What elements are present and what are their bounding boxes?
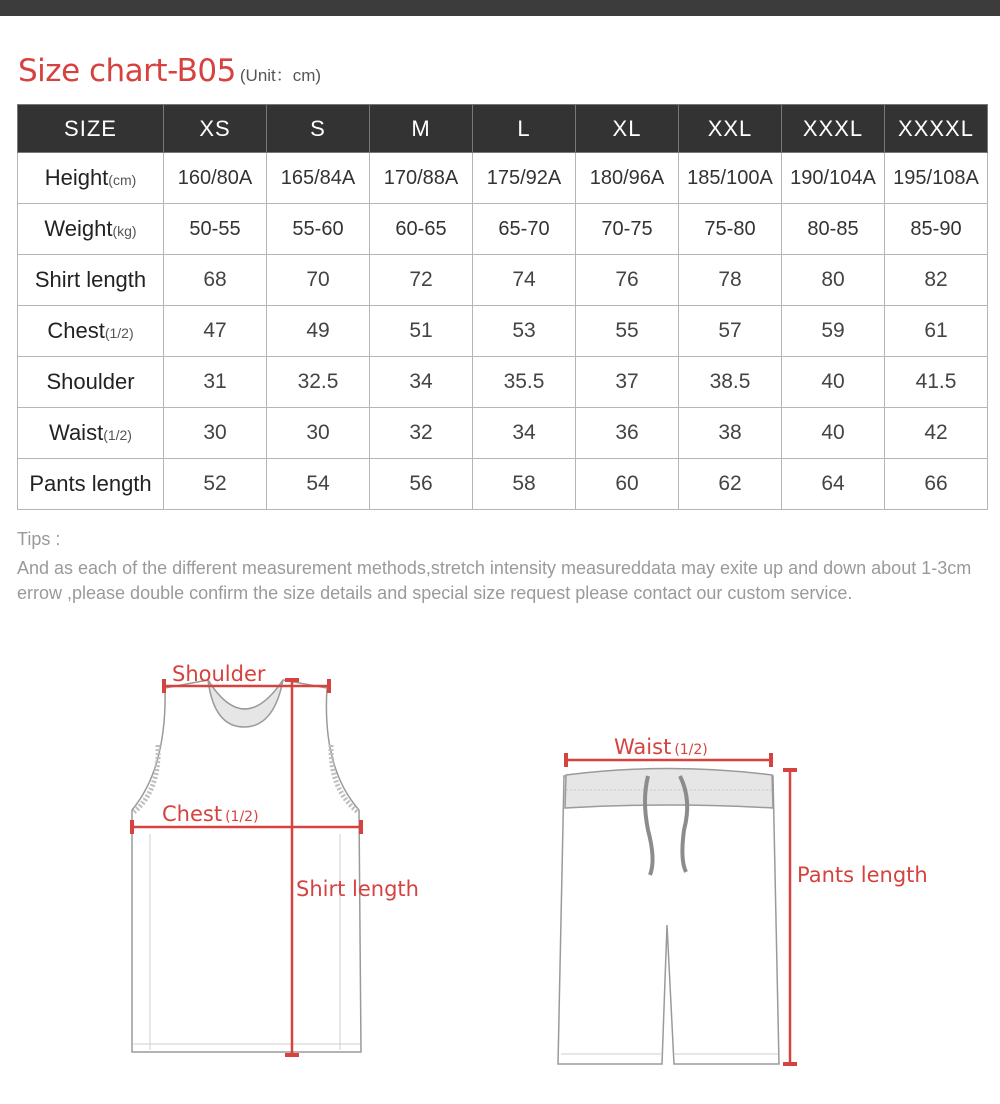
table-cell: 195/108A (885, 153, 988, 204)
table-cell: 38 (679, 408, 782, 459)
table-cell: 82 (885, 255, 988, 306)
table-row (18, 408, 988, 459)
table-cell: 180/96A (576, 153, 679, 204)
table-cell: 61 (885, 306, 988, 357)
table-cell: 52 (164, 459, 267, 510)
table-cell: 35.5 (473, 357, 576, 408)
table-cell: 85-90 (885, 204, 988, 255)
table-cell: 36 (576, 408, 679, 459)
table-cell: 31 (164, 357, 267, 408)
table-cell: 40 (782, 357, 885, 408)
table-cell: 30 (267, 408, 370, 459)
pants-length-label: Pants length (797, 863, 928, 887)
header-size-xxl: XXL (679, 105, 782, 153)
tips-label: Tips : (17, 529, 61, 549)
row-label-text: Chest (47, 318, 105, 343)
table-cell: 190/104A (782, 153, 885, 204)
header-row (18, 105, 988, 153)
table-cell: 51 (370, 306, 473, 357)
table-cell: 65-70 (473, 204, 576, 255)
table-row (18, 204, 988, 255)
table-cell: 54 (267, 459, 370, 510)
table-cell: 38.5 (679, 357, 782, 408)
table-cell: 60 (576, 459, 679, 510)
table-cell: 62 (679, 459, 782, 510)
row-label-text: Weight (44, 216, 113, 241)
title-unit: (Unit：cm) (239, 66, 322, 85)
title-main: Size chart-B05 (18, 53, 236, 89)
jersey-illustration (132, 680, 361, 1052)
table-cell: 34 (370, 357, 473, 408)
header-size-xxxl: XXXL (782, 105, 885, 153)
table-cell: 68 (164, 255, 267, 306)
header-size-s: S (267, 105, 370, 153)
chest-label-text: Chest (162, 802, 223, 826)
header-size-xl: XL (576, 105, 679, 153)
table-cell: 185/100A (679, 153, 782, 204)
tips-text: And as each of the different measurement methods,stretch intensity measureddata may exite up and down about 1-3cm errow ,please double confirm the size details and special size request please contact our custom service. (17, 558, 972, 603)
row-label (18, 255, 164, 306)
row-label-text: Waist (49, 420, 104, 445)
table-cell: 32.5 (267, 357, 370, 408)
top-bar (0, 0, 1000, 16)
row-label-text: Pants length (29, 471, 152, 496)
waist-label-text: Waist (614, 735, 672, 759)
header-size-xxxxl: XXXXL (885, 105, 988, 153)
row-label (18, 204, 164, 255)
table-cell: 78 (679, 255, 782, 306)
measurement-diagram (0, 640, 1000, 1104)
table-cell: 55-60 (267, 204, 370, 255)
row-label (18, 408, 164, 459)
size-table-body (18, 153, 988, 510)
size-table-header (18, 105, 988, 153)
table-cell: 80 (782, 255, 885, 306)
tips (17, 527, 977, 606)
header-size-l: L (473, 105, 576, 153)
table-cell: 60-65 (370, 204, 473, 255)
waist-label-sub: (1/2) (674, 742, 708, 758)
table-cell: 74 (473, 255, 576, 306)
row-label (18, 153, 164, 204)
table-cell: 59 (782, 306, 885, 357)
header-size-xs: XS (164, 105, 267, 153)
row-label-text: Shirt length (34, 267, 147, 292)
table-cell: 75-80 (679, 204, 782, 255)
table-row (18, 459, 988, 510)
shirt-length-label: Shirt length (296, 877, 419, 901)
table-row (18, 153, 988, 204)
table-cell: 49 (267, 306, 370, 357)
header-size-m: M (370, 105, 473, 153)
row-label-text: Shoulder (46, 369, 135, 394)
table-cell: 55 (576, 306, 679, 357)
table-cell: 70-75 (576, 204, 679, 255)
table-cell: 37 (576, 357, 679, 408)
row-label (18, 306, 164, 357)
chest-label-sub: (1/2) (225, 809, 259, 825)
row-label (18, 459, 164, 510)
table-cell: 170/88A (370, 153, 473, 204)
table-cell: 57 (679, 306, 782, 357)
table-cell: 47 (164, 306, 267, 357)
table-cell: 42 (885, 408, 988, 459)
table-cell: 30 (164, 408, 267, 459)
table-cell: 70 (267, 255, 370, 306)
table-cell: 66 (885, 459, 988, 510)
waist-label (614, 735, 708, 759)
table-cell: 72 (370, 255, 473, 306)
shorts-illustration (558, 769, 779, 1065)
table-cell: 165/84A (267, 153, 370, 204)
table-cell: 50-55 (164, 204, 267, 255)
table-cell: 58 (473, 459, 576, 510)
row-label-unit: (1/2) (104, 325, 134, 341)
table-cell: 64 (782, 459, 885, 510)
table-row (18, 357, 988, 408)
table-cell: 76 (576, 255, 679, 306)
table-cell: 32 (370, 408, 473, 459)
table-cell: 41.5 (885, 357, 988, 408)
table-row (18, 255, 988, 306)
header-size: SIZE (18, 105, 164, 153)
table-cell: 40 (782, 408, 885, 459)
shoulder-label: Shoulder (172, 662, 266, 686)
table-cell: 175/92A (473, 153, 576, 204)
table-cell: 56 (370, 459, 473, 510)
table-cell: 80-85 (782, 204, 885, 255)
page-title (18, 52, 321, 89)
row-label-unit: (kg) (112, 223, 137, 239)
table-cell: 160/80A (164, 153, 267, 204)
row-label (18, 357, 164, 408)
table-cell: 53 (473, 306, 576, 357)
table-cell: 34 (473, 408, 576, 459)
row-label-unit: (1/2) (103, 427, 132, 443)
table-row (18, 306, 988, 357)
row-label-text: Height (44, 165, 109, 190)
row-label-unit: (cm) (108, 172, 137, 188)
size-table (17, 104, 988, 510)
